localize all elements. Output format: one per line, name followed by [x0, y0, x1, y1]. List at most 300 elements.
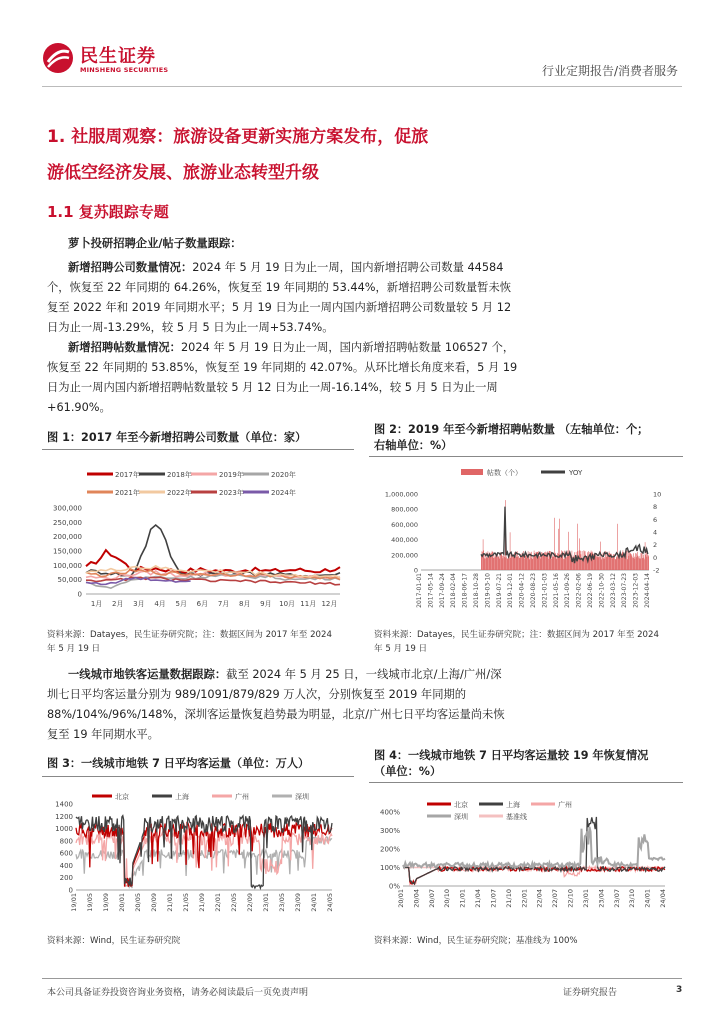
fig2-xtick-20: 2024-04-14	[644, 573, 651, 608]
fig2-bar	[617, 557, 618, 570]
fig2-bar	[501, 553, 502, 570]
fig2-xtick-1: 2017-05-14	[427, 573, 435, 608]
fig3-xtick-9: 22/01	[214, 893, 222, 912]
fig2-xtick-13: 2021-09-26	[564, 573, 572, 608]
fig2-bar	[533, 557, 534, 570]
fig2-bar	[484, 558, 485, 570]
companies-line3: 复至 2022 年和 2019 年同期水平；5 月 19 日为止一周内国内新增招聘公司数量较 5 月 12	[47, 301, 512, 314]
fig1-title: 图 1：2017 年至今新增招聘公司数量（单位：家）	[47, 431, 307, 444]
companies-line4: 日为止一周-13.29%，较 5 月 5 日为止一周+53.74%。	[47, 321, 334, 334]
fig2-bar	[631, 554, 632, 570]
fig2-bar	[495, 556, 496, 570]
fig2-bar	[633, 553, 634, 570]
fig2-bar	[502, 556, 503, 570]
fig2-xtick-19: 2023-12-03	[632, 573, 640, 608]
fig2-bar	[486, 557, 487, 570]
fig2-rtick-2: 2	[653, 541, 658, 550]
fig2-bar	[580, 551, 581, 570]
fig2-bar	[597, 554, 598, 570]
fig4-ytick-2: 200%	[379, 845, 400, 854]
fig4-series-3	[403, 827, 665, 868]
fig4-ytick-1: 100%	[379, 864, 400, 872]
fig2-bar	[633, 558, 634, 570]
fig2-bar	[496, 557, 497, 570]
fig2-legend-label-1: YOY	[569, 469, 583, 477]
fig4-xtick-14: 23/07	[612, 889, 621, 908]
fig1-xtick-6: 7月	[217, 600, 230, 608]
fig2-xtick-8: 2019-12-01	[507, 573, 515, 608]
fig4-legend-label-1: 上海	[506, 801, 520, 809]
fig2-bar	[494, 558, 495, 571]
fig1-ytick-1: 50,000	[57, 576, 82, 585]
fig2-bar	[512, 557, 513, 570]
fig2-bar	[518, 556, 519, 570]
fig2-bar	[635, 559, 636, 570]
fig2-bar	[597, 557, 598, 570]
fig2-rtick-5: 8	[653, 503, 658, 512]
fig4-chart	[369, 788, 683, 928]
companies-line1: 2024 年 5 月 19 日为止一周，国内新增招聘公司数量 44584	[192, 261, 504, 274]
fig4-xtick-0: 20/01	[397, 889, 405, 908]
fig2-bar	[623, 550, 624, 570]
fig4-xtick-15: 23/10	[628, 889, 637, 908]
fig2-bar	[612, 558, 613, 570]
fig2-title-rule	[369, 456, 683, 457]
fig4-title-line2: （单位：%）	[374, 765, 442, 778]
fig1-legend-label-7: 2024年	[271, 489, 296, 497]
fig2-rtick-4: 6	[653, 515, 658, 524]
fig2-bar	[570, 559, 571, 570]
fig2-bar	[606, 557, 607, 570]
fig1-ytick-4: 200,000	[53, 533, 82, 542]
posts-label: 新增招聘帖数量情况：	[68, 341, 181, 354]
fig2-bar	[481, 556, 482, 570]
fig2-bar	[510, 558, 511, 570]
fig2-bar	[497, 554, 498, 570]
fig3-xtick-13: 23/05	[278, 893, 286, 912]
fig2-bar	[641, 553, 642, 570]
footer-divider	[42, 978, 682, 979]
report-category: 行业定期报告/消费者服务	[541, 64, 678, 78]
fig1-ytick-5: 250,000	[53, 518, 82, 527]
fig2-bar	[495, 554, 496, 570]
fig3-xtick-5: 20/09	[150, 893, 158, 912]
fig1-ytick-6: 300,000	[53, 504, 82, 513]
fig3-title: 图 3：一线城市地铁 7 日平均客运量（单位：万人）	[47, 757, 310, 770]
fig2-bar	[515, 556, 516, 570]
section-title-line1: 1. 社服周观察：旅游设备更新实施方案发布，促旅	[47, 127, 429, 147]
fig3-ytick-6: 1200	[55, 812, 73, 821]
fig2-rtick-1: 0	[653, 553, 658, 562]
fig2-bar	[636, 554, 637, 571]
fig2-bar	[535, 555, 536, 570]
fig2-chart	[369, 460, 683, 620]
fig1-legend-label-1: 2018年	[167, 471, 192, 479]
fig3-xtick-1: 19/05	[86, 893, 94, 912]
fig2-bar	[618, 556, 619, 570]
fig2-bar	[545, 552, 546, 570]
fig1-legend-label-5: 2022年	[167, 489, 192, 497]
fig1-ytick-0: 0	[77, 590, 82, 599]
fig2-bar	[567, 556, 568, 571]
fig2-bar	[556, 559, 557, 570]
fig2-bar	[509, 559, 510, 571]
fig2-xtick-15: 2022-06-19	[587, 573, 594, 608]
fig2-xtick-9: 2020-04-12	[518, 573, 526, 608]
fig1-legend-label-0: 2017年	[115, 471, 140, 479]
fig2-bar	[516, 552, 517, 570]
subsection-title: 1.1 复苏跟踪专题	[47, 203, 169, 221]
fig2-ltick-5: 1,000,000	[384, 490, 418, 499]
fig4-xtick-7: 21/10	[504, 889, 513, 908]
fig2-bar	[534, 551, 535, 570]
fig3-ytick-5: 1000	[55, 825, 73, 834]
fig2-bar	[628, 551, 629, 570]
fig2-bar	[605, 559, 606, 570]
fig3-xtick-3: 20/01	[118, 893, 126, 912]
fig2-bar	[603, 558, 604, 570]
fig2-xtick-14: 2022-02-06	[575, 573, 583, 608]
footer-report-type: 证券研究报告	[563, 988, 618, 998]
fig3-title-rule	[42, 776, 354, 777]
header-divider	[42, 86, 682, 87]
fig2-xtick-12: 2021-05-16	[552, 573, 560, 608]
fig2-xtick-7: 2019-07-21	[495, 573, 503, 608]
fig2-bar	[487, 558, 488, 571]
fig4-xtick-10: 22/07	[551, 889, 560, 908]
fig2-legend-swatch-0	[461, 469, 483, 475]
fig2-bar	[513, 557, 514, 570]
fig3-xtick-4: 20/05	[134, 893, 142, 912]
fig4-title-rule	[369, 782, 683, 783]
fig1-xtick-5: 6月	[196, 600, 209, 608]
fig2-bar	[567, 551, 568, 571]
fig1-source-line2: 年 5 月 19 日	[47, 644, 101, 654]
fig2-bar	[527, 558, 528, 570]
fig2-bar	[539, 556, 540, 570]
fig2-bar	[625, 559, 626, 570]
posts-line3: 日为止一周内国内新增招聘帖数量较 5 月 12 日为止一周-16.14%，较 5 月 5 日为止一周	[47, 381, 498, 394]
fig2-bar	[558, 529, 559, 570]
fig3-legend-label-3: 深圳	[295, 793, 309, 801]
fig4-xtick-6: 21/07	[489, 889, 498, 908]
fig2-bar	[627, 551, 628, 570]
fig2-bar	[506, 556, 507, 570]
fig2-bar	[644, 559, 645, 570]
fig2-bar	[646, 551, 647, 570]
fig3-ytick-2: 400	[59, 861, 73, 870]
fig2-bar	[637, 552, 638, 570]
fig2-bar	[504, 557, 505, 570]
fig2-bar	[615, 559, 616, 570]
fig2-bar	[519, 558, 520, 570]
posts-line1: 2024 年 5 月 19 日为止一周，国内新增招聘帖数量 106527 个，	[180, 341, 515, 354]
posts-line2: 恢复至 22 年同期的 53.85%，恢复至 19 年同期的 42.07%。从环比增长角度来看，5 月 19	[47, 361, 518, 374]
fig4-xtick-3: 20/10	[443, 889, 452, 908]
fig2-source-line2: 年 5 月 19 日	[374, 644, 428, 654]
fig2-bar	[503, 558, 504, 570]
fig1-xtick-11: 12月	[321, 600, 338, 608]
fig3-series-2	[76, 833, 332, 887]
logo	[42, 40, 182, 80]
fig2-bar	[548, 554, 549, 570]
fig3-xtick-0: 19/01	[70, 893, 78, 912]
fig2-bar	[623, 556, 624, 570]
fig2-bar	[485, 559, 486, 571]
fig2-xtick-18: 2023-07-23	[621, 573, 629, 608]
fig4-xtick-5: 21/04	[474, 889, 483, 908]
fig2-bar	[564, 551, 565, 570]
fig2-bar	[531, 558, 532, 570]
fig2-bar	[615, 559, 616, 570]
subway-line2: 圳七日平均客运量分别为 989/1091/879/829 万人次，分别恢复至 2019 年同期的	[47, 688, 467, 701]
fig2-bar	[601, 559, 602, 570]
fig2-bar	[516, 557, 517, 570]
fig3-ytick-0: 0	[68, 886, 73, 895]
fig2-bar	[643, 555, 644, 570]
subway-label: 一线城市地铁客运量数据跟踪：	[68, 668, 227, 681]
subway-line3: 88%/104%/96%/148%，深圳客运量恢复趋势最为明显，北京/广州七日平均客运量尚未恢	[47, 708, 505, 721]
fig2-bar	[548, 559, 549, 570]
fig2-bar	[531, 552, 532, 570]
fig2-xtick-5: 2018-10-28	[473, 573, 480, 608]
fig2-bar	[482, 551, 483, 570]
fig3-xtick-7: 21/05	[182, 893, 190, 912]
fig1-ytick-2: 100,000	[53, 561, 82, 570]
fig2-bar	[551, 559, 552, 570]
fig4-ytick-0: 0%	[388, 882, 400, 891]
fig3-ytick-4: 800	[59, 837, 73, 846]
fig3-xtick-8: 21/09	[198, 893, 206, 912]
fig2-bar	[632, 557, 633, 570]
fig3-chart	[42, 782, 354, 922]
fig2-bar	[616, 557, 617, 571]
fig2-bar	[568, 532, 569, 570]
fig2-bar	[591, 552, 592, 570]
fig1-xtick-7: 8月	[239, 600, 251, 608]
fig2-bar	[620, 556, 621, 570]
fig2-bar	[642, 558, 643, 570]
fig4-xtick-2: 20/07	[427, 889, 436, 908]
fig2-bar	[543, 555, 544, 570]
fig4-xtick-12: 23/01	[581, 889, 590, 908]
fig2-bar	[503, 553, 504, 571]
fig2-bar	[581, 554, 582, 570]
fig2-bar	[563, 559, 564, 570]
fig2-bar	[559, 519, 560, 570]
paragraph-tracker-heading	[68, 234, 678, 254]
fig2-bar	[608, 554, 609, 570]
subway-line1: 截至 2024 年 5 月 25 日，一线城市北京/上海/广州/深	[226, 668, 502, 681]
fig2-bar	[533, 557, 534, 570]
fig2-bar	[507, 559, 508, 570]
fig2-bar	[617, 524, 618, 570]
logo-english: MINSHENG SECURITIES	[80, 66, 169, 74]
fig1-xtick-10: 11月	[300, 600, 317, 608]
fig2-bar	[634, 557, 635, 570]
fig4-ytick-4: 400%	[379, 808, 400, 817]
fig2-bar	[609, 551, 610, 570]
fig3-xtick-6: 21/01	[166, 893, 174, 912]
fig2-rtick-0: -2	[653, 566, 660, 575]
fig4-title	[374, 748, 648, 780]
subway-line4: 复至 19 年同期水平。	[47, 728, 159, 741]
fig1-chart	[42, 458, 354, 618]
tracker-heading: 萝卜投研招聘企业/帖子数量跟踪：	[68, 237, 242, 250]
fig2-bar	[639, 558, 640, 570]
fig2-title	[374, 422, 648, 454]
fig2-bar	[602, 556, 603, 571]
fig2-bar	[521, 557, 522, 570]
fig2-bar	[648, 556, 649, 570]
fig2-bar	[500, 553, 501, 570]
fig2-bar	[564, 559, 565, 570]
fig1-legend-label-6: 2023年	[219, 489, 244, 497]
fig2-bar	[636, 557, 637, 570]
fig1-xtick-1: 2月	[112, 600, 124, 608]
fig3-legend-label-2: 广州	[235, 793, 249, 801]
fig2-bar	[560, 557, 561, 570]
fig2-bar	[552, 554, 553, 570]
fig1-legend-label-2: 2019年	[219, 471, 244, 479]
fig4-xtick-17: 24/04	[659, 889, 667, 908]
fig3-ytick-7: 1400	[55, 800, 73, 809]
fig2-xtick-0: 2017-01-01	[416, 573, 423, 608]
fig2-bar	[626, 551, 627, 570]
fig4-xtick-8: 22/01	[520, 889, 529, 908]
fig3-xtick-12: 23/01	[262, 893, 270, 912]
fig2-bar	[596, 556, 597, 571]
fig2-bar	[519, 558, 520, 570]
fig2-bar	[638, 557, 639, 570]
fig2-bar	[528, 555, 529, 570]
fig2-bar	[528, 551, 529, 570]
fig2-bar	[513, 556, 514, 571]
fig2-bar	[492, 551, 493, 570]
fig2-bar	[629, 551, 630, 570]
fig2-bar	[504, 556, 505, 570]
fig3-xtick-2: 19/09	[102, 893, 110, 912]
logo-mark-icon	[42, 42, 74, 74]
fig2-xtick-6: 2019-03-10	[484, 573, 492, 608]
fig2-ltick-0: 0	[413, 566, 418, 575]
fig1-legend-label-3: 2020年	[271, 471, 296, 479]
companies-label: 新增招聘公司数量情况：	[68, 261, 193, 274]
fig2-bar	[607, 556, 608, 570]
fig2-bar	[506, 558, 507, 570]
fig4-xtick-1: 20/04	[412, 889, 421, 908]
fig2-bar	[599, 557, 600, 571]
fig2-bar	[645, 555, 646, 570]
fig2-bar	[522, 555, 523, 570]
fig2-bar	[620, 558, 621, 570]
fig2-bar	[525, 555, 526, 570]
fig2-ltick-4: 800,000	[391, 505, 418, 514]
fig4-title-line1: 图 4：一线城市地铁 7 日平均客运量较 19 年恢复情况	[374, 749, 649, 762]
fig2-bar	[598, 557, 599, 570]
fig4-series-1	[403, 817, 665, 884]
fig3-ytick-1: 200	[59, 874, 73, 883]
fig2-bar	[645, 542, 646, 570]
fig2-source	[374, 628, 684, 656]
fig2-bar	[596, 556, 597, 570]
fig2-bar	[529, 559, 530, 570]
fig4-legend-label-2: 广州	[558, 801, 572, 809]
fig2-bar	[577, 524, 578, 570]
fig2-bar	[584, 551, 585, 570]
fig2-xtick-2: 2017-09-24	[438, 573, 446, 608]
fig3-xtick-16: 24/05	[326, 893, 334, 912]
fig2-bar	[539, 554, 540, 570]
fig2-bar	[509, 556, 510, 570]
fig2-bar	[501, 555, 502, 570]
fig2-bar	[648, 555, 649, 570]
fig2-bar	[589, 558, 590, 570]
fig2-bar	[499, 559, 500, 571]
fig1-xtick-2: 3月	[133, 600, 145, 608]
fig2-bar	[524, 557, 525, 570]
fig2-bar	[579, 550, 580, 570]
fig4-ytick-3: 300%	[379, 827, 400, 835]
fig1-ytick-3: 150,000	[53, 547, 82, 556]
fig3-ytick-3: 600	[59, 849, 73, 858]
fig2-bar	[621, 556, 622, 570]
fig2-bar	[524, 559, 525, 570]
footer-page-number: 3	[676, 985, 683, 995]
fig2-bar	[498, 557, 499, 571]
fig2-bar	[630, 554, 631, 570]
footer-disclaimer: 本公司具备证券投资咨询业务资格，请务必阅读最后一页免责声明	[47, 988, 309, 998]
fig2-title-line2: 右轴单位：%）	[374, 439, 453, 452]
fig2-bar	[630, 553, 631, 570]
fig1-xtick-4: 5月	[175, 600, 187, 608]
fig3-xtick-11: 22/09	[246, 893, 254, 912]
fig2-title-line1: 图 2：2019 年至今新增招聘帖数量 （左轴单位：个；	[374, 423, 649, 436]
fig4-xtick-16: 24/01	[643, 889, 652, 908]
fig2-bar	[635, 553, 636, 570]
fig4-xtick-11: 22/10	[566, 889, 575, 908]
fig2-bar	[585, 551, 586, 570]
fig2-bar	[552, 557, 553, 570]
fig2-ltick-3: 600,000	[391, 520, 418, 529]
fig2-legend-label-0: 帖数（个）	[487, 469, 522, 477]
fig2-xtick-3: 2018-02-04	[450, 573, 458, 608]
fig2-bar	[485, 555, 486, 570]
fig2-bar	[632, 556, 633, 570]
fig2-bar	[493, 558, 494, 570]
fig2-bar	[554, 518, 555, 570]
fig2-bar	[543, 555, 544, 570]
fig2-rtick-6: 10	[653, 490, 662, 499]
logo-name: 民生证券	[80, 46, 156, 67]
paragraph-companies	[47, 258, 683, 338]
fig2-xtick-10: 2020-08-23	[530, 573, 537, 608]
fig2-bar	[629, 556, 630, 570]
fig1-legend-label-4: 2021年	[115, 489, 140, 497]
fig2-bar	[560, 555, 561, 570]
fig2-bar	[640, 559, 641, 571]
fig2-xtick-4: 2018-06-17	[461, 573, 469, 608]
fig3-legend-label-1: 上海	[175, 793, 189, 801]
fig2-bar	[627, 559, 628, 570]
fig2-bar	[512, 555, 513, 571]
fig2-bar	[619, 558, 620, 570]
fig2-bar	[525, 556, 526, 570]
fig2-bar	[641, 553, 642, 570]
fig2-bar	[507, 558, 508, 570]
fig2-ltick-2: 400,000	[391, 536, 418, 545]
fig4-xtick-9: 22/04	[535, 889, 544, 908]
